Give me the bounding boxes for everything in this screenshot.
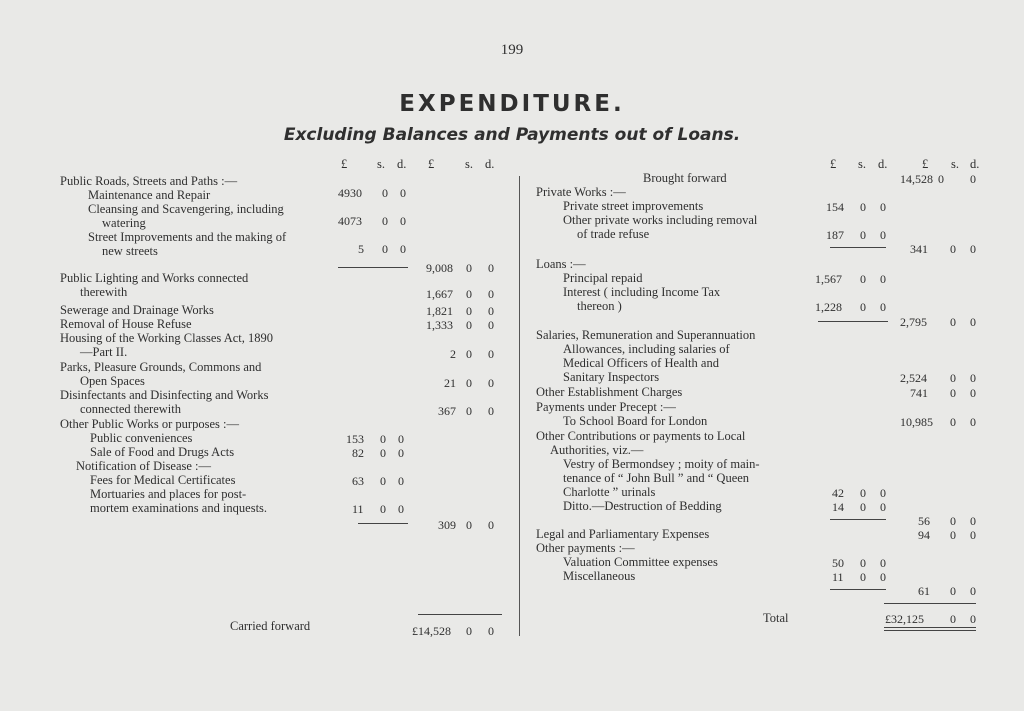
- left-subtotal-rule-1: [338, 267, 408, 268]
- line-item-label: Notification of Disease :—: [76, 459, 212, 473]
- amount-cell: 0: [880, 200, 886, 214]
- amount-cell: 0: [970, 242, 976, 256]
- amount-cell: 0: [880, 500, 886, 514]
- line-item-label: Salaries, Remuneration and Superannuation: [536, 328, 756, 342]
- amount-cell: 0: [880, 570, 886, 584]
- amount-cell: 11: [352, 502, 364, 516]
- line-item-label: Other Public Works or purposes :—: [60, 417, 239, 431]
- amount-cell: 0: [400, 242, 406, 256]
- amount-cell: 0: [950, 371, 956, 385]
- amount-cell: 0: [488, 261, 494, 275]
- amount-cell: 4930: [338, 186, 362, 200]
- amount-cell: 0: [380, 502, 386, 516]
- line-item-label: Removal of House Refuse: [60, 317, 192, 331]
- amount-cell: 0: [488, 404, 494, 418]
- amount-cell: 0: [860, 228, 866, 242]
- amount-cell: 10,985: [900, 415, 933, 429]
- line-item-label: Maintenance and Repair: [88, 188, 211, 202]
- amount-cell: 0: [488, 376, 494, 390]
- amount-cell: 0: [938, 172, 944, 186]
- total-double-rule-a: [884, 627, 976, 628]
- left-header-pence-2: d.: [485, 157, 495, 171]
- amount-cell: 14,528: [900, 172, 933, 186]
- amount-cell: 0: [466, 376, 472, 390]
- amount-cell: 741: [910, 386, 928, 400]
- line-item-label: Sanitary Inspectors: [563, 370, 660, 384]
- amount-cell: 1,228: [815, 300, 842, 314]
- line-item-label: Other payments :—: [536, 541, 635, 555]
- amount-cell: 82: [352, 446, 364, 460]
- amount-cell: 0: [466, 624, 472, 638]
- line-item-label: Disinfectants and Disinfecting and Works: [60, 388, 269, 402]
- line-item-label: Total: [763, 611, 789, 625]
- right-header-pence-1: d.: [878, 157, 888, 171]
- amount-cell: 94: [918, 528, 930, 542]
- amount-cell: 0: [466, 304, 472, 318]
- line-item-label: Allowances, including salaries of: [563, 342, 730, 356]
- line-item-label: Brought forward: [643, 171, 727, 185]
- amount-cell: 0: [488, 304, 494, 318]
- right-subtotal-rule-3: [830, 519, 886, 520]
- left-header-shillings-1: s.: [377, 157, 385, 171]
- right-header-pounds-2: £: [922, 157, 929, 171]
- amount-cell: 0: [970, 584, 976, 598]
- amount-cell: 154: [826, 200, 844, 214]
- amount-cell: 0: [466, 347, 472, 361]
- line-item-label: Medical Officers of Health and: [563, 356, 719, 370]
- carried-forward-rule: [418, 614, 502, 615]
- amount-cell: 153: [346, 432, 364, 446]
- left-header-shillings-2: s.: [465, 157, 473, 171]
- amount-cell: 0: [880, 272, 886, 286]
- line-item-label: Principal repaid: [563, 271, 643, 285]
- line-item-label: Fees for Medical Certificates: [90, 473, 236, 487]
- page-subtitle: Excluding Balances and Payments out of Loans.: [283, 125, 741, 145]
- right-header-shillings-1: s.: [858, 157, 866, 171]
- line-item-label: Interest ( including Income Tax: [563, 285, 721, 299]
- amount-cell: 0: [860, 556, 866, 570]
- amount-cell: 56: [918, 514, 930, 528]
- amount-cell: 0: [400, 186, 406, 200]
- page-number: 199: [500, 42, 524, 58]
- line-item-label: Open Spaces: [80, 374, 145, 388]
- total-top-rule: [884, 603, 976, 604]
- amount-cell: 0: [970, 371, 976, 385]
- line-item-label: Private street improvements: [563, 199, 704, 213]
- line-item-label: Miscellaneous: [563, 569, 636, 583]
- line-item-label: Public Lighting and Works connected: [60, 271, 249, 285]
- amount-cell: 0: [950, 514, 956, 528]
- amount-cell: 0: [488, 318, 494, 332]
- line-item-label: Ditto.—Destruction of Bedding: [563, 499, 722, 513]
- amount-cell: 9,008: [426, 261, 453, 275]
- amount-cell: 0: [488, 624, 494, 638]
- amount-cell: 0: [466, 261, 472, 275]
- line-item-label: Loans :—: [536, 257, 586, 271]
- amount-cell: 50: [832, 556, 844, 570]
- right-header-pounds-1: £: [830, 157, 837, 171]
- amount-cell: 0: [950, 415, 956, 429]
- amount-cell: 61: [918, 584, 930, 598]
- amount-cell: 0: [466, 404, 472, 418]
- line-item-label: Other private works including removal: [563, 213, 758, 227]
- amount-cell: 0: [950, 386, 956, 400]
- amount-cell: 0: [860, 486, 866, 500]
- amount-cell: 0: [970, 386, 976, 400]
- amount-cell: 0: [950, 315, 956, 329]
- amount-cell: 0: [382, 186, 388, 200]
- line-item-label: Payments under Precept :—: [536, 400, 676, 414]
- right-subtotal-rule-1: [830, 247, 886, 248]
- amount-cell: 0: [382, 242, 388, 256]
- amount-cell: 309: [438, 518, 456, 532]
- amount-cell: 0: [860, 300, 866, 314]
- amount-cell: 0: [488, 347, 494, 361]
- amount-cell: 341: [910, 242, 928, 256]
- amount-cell: £32,125: [885, 612, 924, 626]
- line-item-label: Parks, Pleasure Grounds, Commons and: [60, 360, 262, 374]
- amount-cell: 0: [880, 486, 886, 500]
- amount-cell: 0: [380, 474, 386, 488]
- line-item-label: Cleansing and Scavengering, including: [88, 202, 284, 216]
- left-header-pence-1: d.: [397, 157, 407, 171]
- amount-cell: 5: [358, 242, 364, 256]
- line-item-label: thereon ): [577, 299, 622, 313]
- amount-cell: 0: [466, 287, 472, 301]
- line-item-label: Public conveniences: [90, 431, 193, 445]
- line-item-label: Vestry of Bermondsey ; moity of main-: [563, 457, 760, 471]
- amount-cell: 0: [970, 612, 976, 626]
- line-item-label: Housing of the Working Classes Act, 1890: [60, 331, 273, 345]
- amount-cell: 2,524: [900, 371, 927, 385]
- amount-cell: 0: [880, 228, 886, 242]
- amount-cell: 0: [950, 528, 956, 542]
- amount-cell: 1,333: [426, 318, 453, 332]
- line-item-label: Sale of Food and Drugs Acts: [90, 445, 235, 459]
- line-item-label: Mortuaries and places for post-: [90, 487, 247, 501]
- left-header-pounds-1: £: [341, 157, 348, 171]
- amount-cell: 0: [398, 432, 404, 446]
- line-item-label: Legal and Parliamentary Expenses: [536, 527, 710, 541]
- amount-cell: 0: [380, 446, 386, 460]
- amount-cell: 0: [400, 214, 406, 228]
- amount-cell: 0: [880, 300, 886, 314]
- line-item-label: connected therewith: [80, 402, 181, 416]
- amount-cell: 1,667: [426, 287, 453, 301]
- amount-cell: 367: [438, 404, 456, 418]
- line-item-label: Carried forward: [230, 619, 311, 633]
- amount-cell: 0: [488, 287, 494, 301]
- amount-cell: 0: [380, 432, 386, 446]
- amount-cell: 0: [970, 172, 976, 186]
- amount-cell: 11: [832, 570, 844, 584]
- amount-cell: 0: [860, 200, 866, 214]
- left-header-pounds-2: £: [428, 157, 435, 171]
- amount-cell: 0: [860, 500, 866, 514]
- line-item-label: To School Board for London: [563, 414, 708, 428]
- amount-cell: 0: [970, 514, 976, 528]
- amount-cell: 42: [832, 486, 844, 500]
- right-subtotal-rule-4: [830, 589, 886, 590]
- amount-cell: 0: [466, 518, 472, 532]
- amount-cell: 0: [970, 315, 976, 329]
- line-item-label: therewith: [80, 285, 128, 299]
- amount-cell: 2: [450, 347, 456, 361]
- amount-cell: 187: [826, 228, 844, 242]
- amount-cell: 4073: [338, 214, 362, 228]
- amount-cell: 0: [488, 518, 494, 532]
- line-item-label: of trade refuse: [577, 227, 650, 241]
- total-double-rule-b: [884, 630, 976, 631]
- line-item-label: watering: [102, 216, 146, 230]
- amount-cell: 0: [860, 570, 866, 584]
- right-header-shillings-2: s.: [951, 157, 959, 171]
- page-title: EXPENDITURE.: [399, 91, 625, 117]
- line-item-label: Authorities, viz.—: [550, 443, 644, 457]
- amount-cell: 2,795: [900, 315, 927, 329]
- amount-cell: 1,567: [815, 272, 842, 286]
- amount-cell: 0: [466, 318, 472, 332]
- amount-cell: 0: [382, 214, 388, 228]
- line-item-label: —Part II.: [80, 345, 128, 359]
- amount-cell: 14: [832, 500, 844, 514]
- amount-cell: 0: [970, 528, 976, 542]
- left-subtotal-rule-2: [358, 523, 408, 524]
- line-item-label: tenance of “ John Bull ” and “ Queen: [563, 471, 750, 485]
- line-item-label: Other Establishment Charges: [536, 385, 683, 399]
- amount-cell: 0: [950, 242, 956, 256]
- amount-cell: 21: [444, 376, 456, 390]
- line-item-label: Other Contributions or payments to Local: [536, 429, 746, 443]
- line-item-label: new streets: [102, 244, 158, 258]
- amount-cell: 0: [398, 446, 404, 460]
- amount-cell: 0: [950, 584, 956, 598]
- line-item-label: Public Roads, Streets and Paths :—: [60, 174, 238, 188]
- column-divider: [519, 176, 520, 636]
- amount-cell: 0: [950, 612, 956, 626]
- line-item-label: Valuation Committee expenses: [563, 555, 718, 569]
- right-subtotal-rule-2: [818, 321, 888, 322]
- amount-cell: £14,528: [412, 624, 451, 638]
- amount-cell: 0: [880, 556, 886, 570]
- amount-cell: 0: [398, 474, 404, 488]
- amount-cell: 63: [352, 474, 364, 488]
- line-item-label: mortem examinations and inquests.: [90, 501, 268, 515]
- line-item-label: Street Improvements and the making of: [88, 230, 287, 244]
- right-header-pence-2: d.: [970, 157, 980, 171]
- line-item-label: Sewerage and Drainage Works: [60, 303, 214, 317]
- amount-cell: 0: [970, 415, 976, 429]
- line-item-label: Charlotte ” urinals: [563, 485, 656, 499]
- amount-cell: 1,821: [426, 304, 453, 318]
- line-item-label: Private Works :—: [536, 185, 626, 199]
- amount-cell: 0: [398, 502, 404, 516]
- amount-cell: 0: [860, 272, 866, 286]
